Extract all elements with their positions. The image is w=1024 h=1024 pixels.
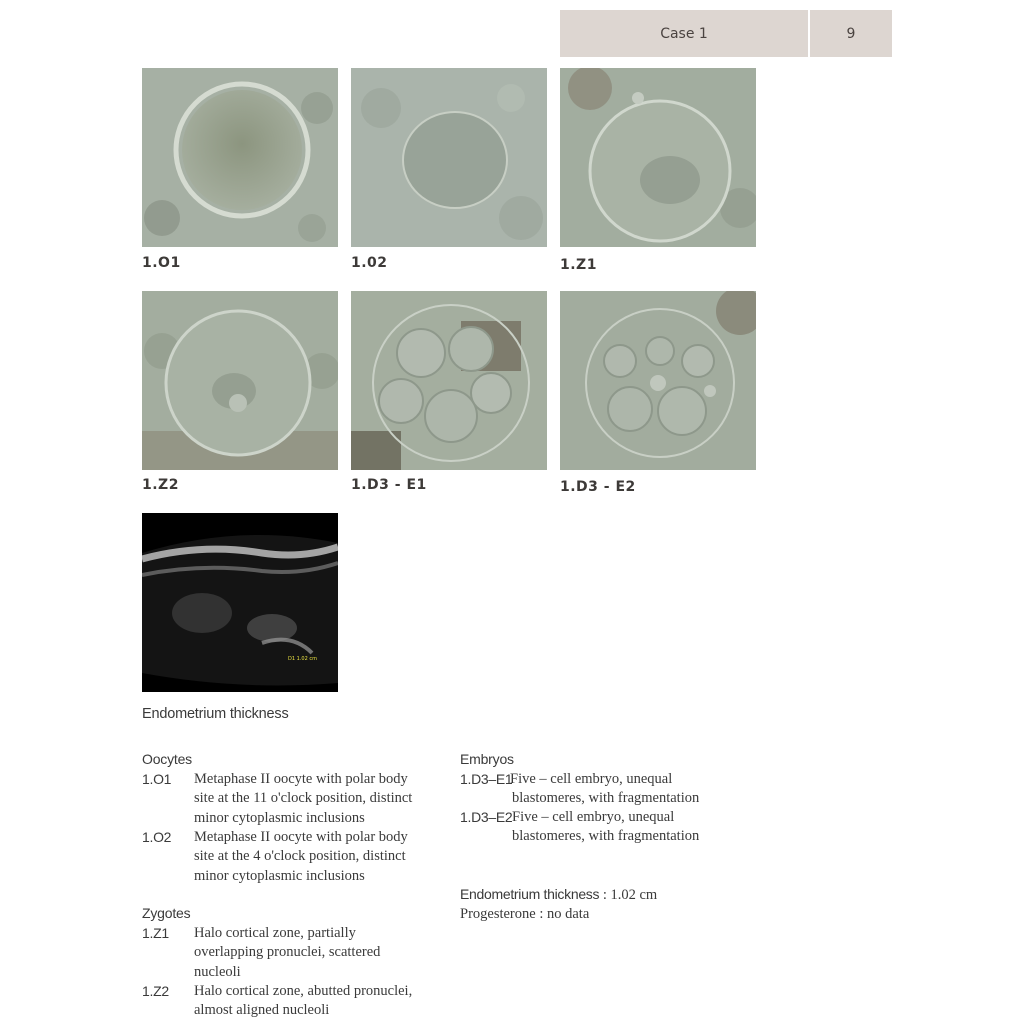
image-caption: 1.Z1 (560, 257, 597, 273)
ultrasound-image (142, 513, 338, 692)
entry-id: 1.O2 (142, 829, 172, 845)
embryo-image-1 (351, 291, 547, 470)
page-number (810, 10, 892, 57)
entry-line: Halo cortical zone, partially (194, 925, 356, 941)
zygote-image-2 (142, 291, 338, 470)
image-caption: 1.02 (351, 255, 388, 271)
zygote-entry (142, 982, 442, 1022)
progesterone-summary (460, 905, 780, 925)
progesterone-value: no data (546, 906, 590, 922)
oocyte-image-2 (351, 68, 547, 247)
embryo-entry (460, 770, 760, 810)
entry-id: 1.Z1 (142, 925, 169, 941)
case-label (560, 10, 808, 57)
oocytes-heading: Oocytes (142, 751, 192, 767)
entry-line: almost aligned nucleoli (194, 1002, 330, 1019)
progesterone-label: Progesterone : (460, 906, 544, 922)
embryos-heading: Embryos (460, 751, 514, 767)
entry-line: site at the 11 o'clock position, distinct (194, 790, 413, 807)
entry-line: overlapping pronuclei, scattered (194, 944, 381, 961)
zygotes-heading: Zygotes (142, 905, 191, 921)
ultrasound-caption: Endometrium thickness (142, 706, 289, 722)
entry-description (510, 770, 699, 809)
endometrium-summary (460, 885, 780, 905)
oocyte-image-1 (142, 68, 338, 247)
embryo-entry (460, 808, 760, 848)
entry-line: blastomeres, with fragmentation (512, 790, 700, 807)
entry-description (194, 828, 408, 886)
entry-line: Metaphase II oocyte with polar body (194, 771, 408, 787)
entry-line: Metaphase II oocyte with polar body (194, 829, 408, 845)
entry-description (194, 924, 380, 982)
image-caption: 1.D3 - E2 (560, 479, 636, 495)
endometrium-value: : 1.02 cm (602, 887, 658, 903)
image-caption: 1.O1 (142, 255, 181, 271)
entry-id: 1.D3–E1 (460, 771, 513, 787)
entry-line: minor cytoplasmic inclusions (194, 809, 365, 826)
entry-line: Halo cortical zone, abutted pronuclei, (194, 983, 413, 999)
ultrasound-overlay-text: D1 1.02 cm (288, 656, 317, 662)
entry-description (194, 770, 412, 828)
zygote-entry (142, 924, 442, 982)
entry-description (512, 808, 699, 847)
entry-line: Five – cell embryo, unequal (510, 771, 673, 787)
entry-line: minor cytoplasmic inclusions (194, 867, 365, 884)
entry-description (194, 982, 412, 1021)
zygote-image-1 (560, 68, 756, 247)
entry-line: site at the 4 o'clock position, distinct (194, 848, 406, 865)
entry-id: 1.O1 (142, 771, 172, 787)
entry-id: 1.Z2 (142, 983, 169, 999)
image-caption: 1.Z2 (142, 477, 179, 493)
case-label-text: Case 1 (660, 25, 708, 42)
oocyte-entry (142, 770, 442, 828)
image-caption: 1.D3 - E1 (351, 477, 427, 493)
embryo-image-2 (560, 291, 756, 470)
oocyte-entry (142, 828, 442, 886)
page-number-text: 9 (846, 25, 856, 42)
endometrium-label: Endometrium thickness (460, 886, 600, 902)
entry-line: Five – cell embryo, unequal (512, 809, 675, 825)
entry-line: nucleoli (194, 963, 241, 980)
entry-id: 1.D3–E2 (460, 809, 513, 825)
entry-line: blastomeres, with fragmentation (512, 828, 700, 845)
